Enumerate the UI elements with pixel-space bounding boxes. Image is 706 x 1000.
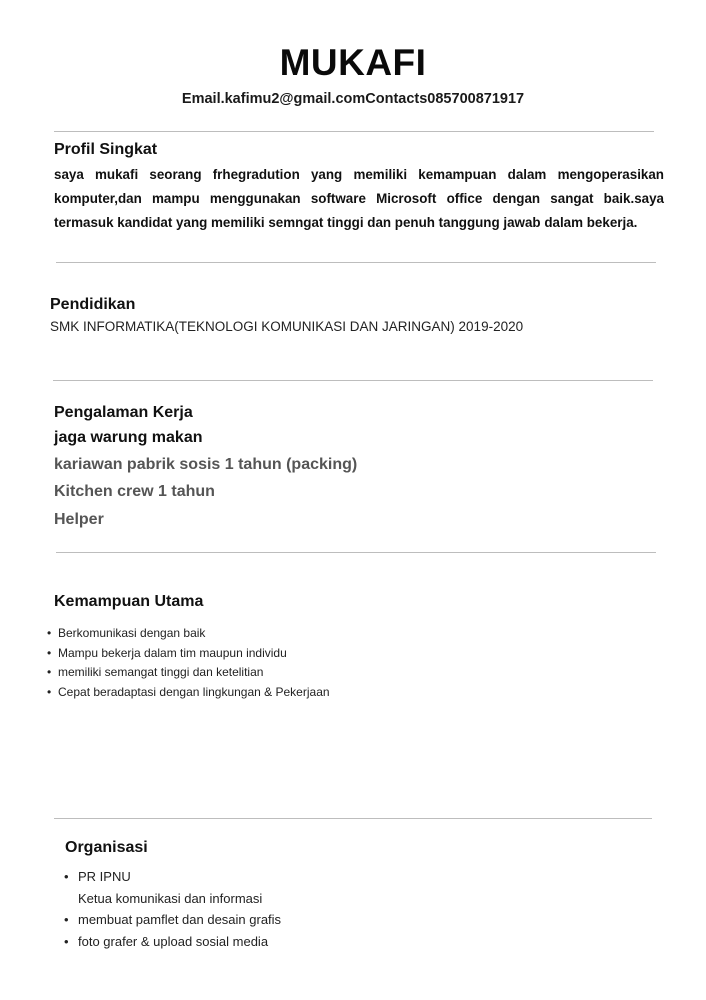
- divider: [54, 131, 654, 132]
- resume-name: MUKAFI: [279, 42, 427, 83]
- org-title: PR IPNU: [78, 869, 131, 884]
- experience-item: Kitchen crew 1 tahun: [54, 483, 215, 500]
- profile-text: saya mukafi seorang frhegradution yang memiliki kemampuan dalam mengoperasikan komputer,dan mampu menggunakan software Microsoft office dengan sangat baik.saya termasuk kandidat yang memiliki semngat tinggi dan penuh tanggung jawab dalam bekerja.: [54, 167, 664, 230]
- experience-item: kariawan pabrik sosis 1 tahun (packing): [54, 456, 358, 473]
- skills-list: [46, 624, 330, 702]
- profile-heading: Profil Singkat: [54, 141, 158, 158]
- skill-text: Mampu bekerja dalam tim maupun individu: [58, 645, 287, 660]
- organization-heading: Organisasi: [65, 839, 148, 856]
- experience-item: jaga warung makan: [54, 429, 203, 446]
- bullet-icon: •: [64, 869, 69, 884]
- list-item: [46, 624, 330, 644]
- bullet-icon: •: [47, 626, 52, 640]
- education-entry: SMK INFORMATIKA(TEKNOLOGI KOMUNIKASI DAN JARINGAN) 2019-2020: [50, 319, 524, 334]
- org-title: membuat pamflet dan desain grafis: [78, 912, 282, 927]
- skill-text: Cepat beradaptasi dengan lingkungan & Pekerjaan: [58, 684, 330, 699]
- divider: [53, 380, 653, 381]
- org-subtitle: Ketua komunikasi dan informasi: [78, 890, 263, 906]
- list-item: [64, 909, 281, 931]
- divider: [56, 552, 656, 553]
- list-item: [64, 866, 281, 909]
- experience-heading: Pengalaman Kerja: [54, 404, 193, 421]
- org-title: foto grafer & upload sosial media: [78, 933, 269, 949]
- bullet-icon: •: [47, 684, 52, 699]
- bullet-icon: •: [64, 912, 69, 927]
- divider: [54, 818, 652, 819]
- bullet-icon: •: [64, 933, 69, 949]
- divider: [56, 262, 656, 263]
- education-heading: Pendidikan: [50, 296, 136, 313]
- organization-list: [64, 866, 281, 952]
- skills-heading: Kemampuan Utama: [54, 593, 204, 610]
- contact-info: Email.kafimu2@gmail.comContacts085700871917: [181, 91, 525, 107]
- bullet-icon: •: [47, 665, 52, 679]
- experience-item: Helper: [54, 511, 104, 528]
- list-item: [64, 931, 281, 953]
- skill-text: memiliki semangat tinggi dan ketelitian: [58, 665, 264, 679]
- list-item: [46, 644, 330, 664]
- list-item: [46, 663, 330, 683]
- skill-text: Berkomunikasi dengan baik: [58, 626, 206, 640]
- list-item: [46, 683, 330, 703]
- bullet-icon: •: [47, 645, 52, 660]
